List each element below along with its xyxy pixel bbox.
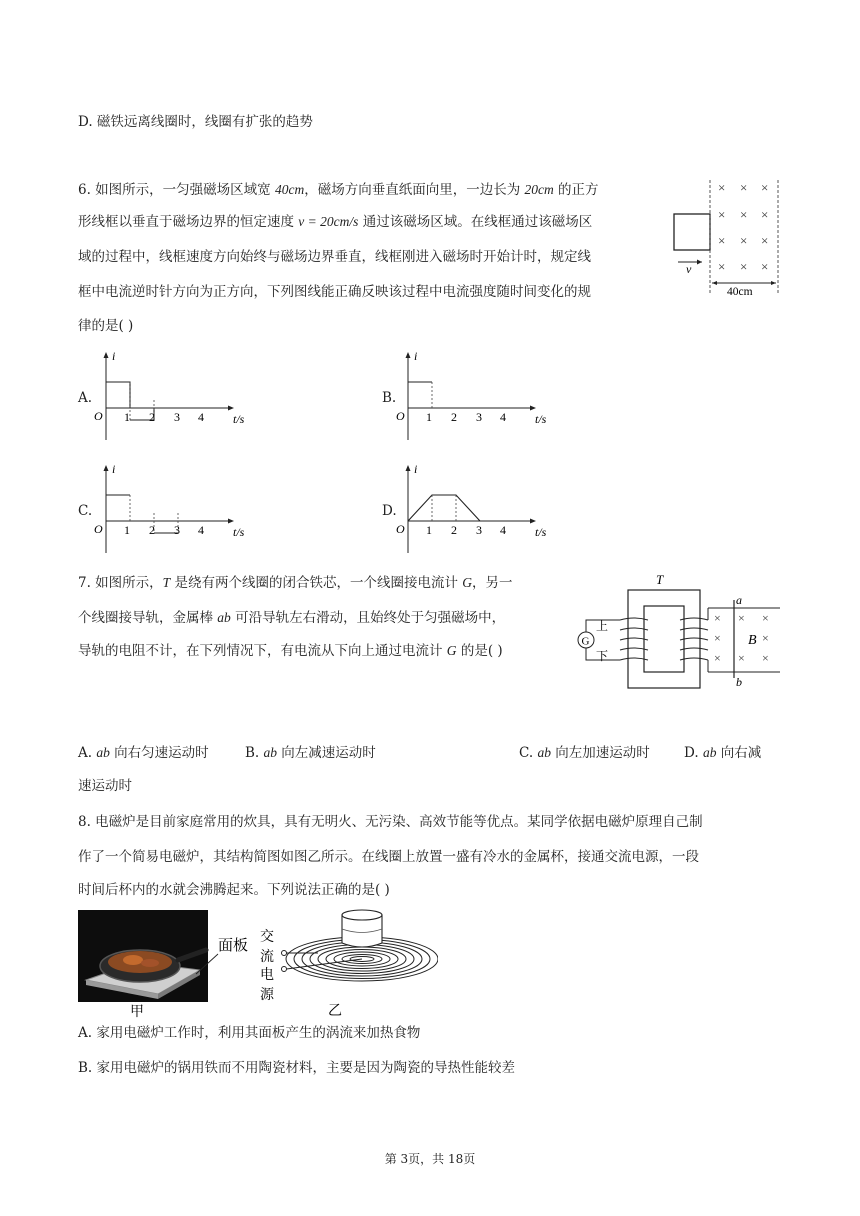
svg-text:×: × xyxy=(740,207,748,222)
q8-option-a[interactable]: A. 家用电磁炉工作时，利用其面板产生的涡流来加热食物 xyxy=(78,1025,421,1041)
food-highlight xyxy=(123,955,143,965)
svg-text:×: × xyxy=(714,631,721,645)
svg-text:流: 流 xyxy=(260,950,274,965)
svg-text:交: 交 xyxy=(260,930,274,945)
rod-label-a: a xyxy=(736,593,742,607)
svg-text:×: × xyxy=(738,611,745,625)
terminal-1 xyxy=(282,951,287,956)
svg-text:1: 1 xyxy=(426,410,432,424)
q7-option-b[interactable]: B. ab 向左减速运动时 xyxy=(245,745,376,761)
svg-text:×: × xyxy=(714,611,721,625)
svg-text:i: i xyxy=(112,462,116,476)
page-footer: 第 3页，共 18页 xyxy=(384,1152,476,1166)
width-arrow-right xyxy=(771,281,776,285)
q8-coil-diagram xyxy=(258,905,438,1020)
q8-line-2: 作了一个简易电磁炉，其结构简图如图乙所示。在线圈上放置一盛有冷水的金属杯，接通交流电源，一段 xyxy=(78,849,699,865)
svg-text:2: 2 xyxy=(149,523,155,537)
svg-text:t/s: t/s xyxy=(535,412,547,426)
q6-line-3: 域的过程中，线框速度方向始终与磁场边界垂直，线框刚进入磁场时开始计时，规定线 xyxy=(78,249,591,265)
svg-text:×: × xyxy=(740,259,748,274)
svg-text:×: × xyxy=(761,207,769,222)
svg-text:×: × xyxy=(718,207,726,222)
power-source-label xyxy=(260,929,275,1003)
svg-text:i: i xyxy=(414,462,418,476)
q8-line-1: 8. 电磁炉是目前家庭常用的炊具，具有无明火、无污染、高效节能等优点。某同学依据电磁炉原理自己制 xyxy=(78,814,703,830)
figure-yi-label: 乙 xyxy=(328,1004,342,1019)
svg-text:4: 4 xyxy=(198,523,204,537)
q7-line-2: 个线圈接导轨，金属棒 ab 可沿导轨左右滑动，且始终处于匀强磁场中， xyxy=(78,610,506,626)
svg-text:O: O xyxy=(396,409,405,423)
svg-text:t/s: t/s xyxy=(535,525,547,539)
q7-transformer-figure xyxy=(574,568,784,692)
field-label-B: B xyxy=(748,633,757,648)
svg-text:3: 3 xyxy=(476,523,482,537)
q6-line-1: 6. 如图所示，一匀强磁场区域宽 40cm，磁场方向垂直纸面向里，一边长为 20cm 的正方 xyxy=(78,182,599,198)
svg-text:1: 1 xyxy=(426,523,432,537)
q6-graph-a[interactable] xyxy=(94,348,264,444)
figure-jia-label: 甲 xyxy=(130,1005,144,1020)
svg-text:4: 4 xyxy=(198,410,204,424)
svg-text:O: O xyxy=(94,409,103,423)
panel-label: 面板 xyxy=(218,938,249,954)
q6-line-4: 框中电流逆时针方向为正方向，下列图线能正确反映该过程中电流强度随时间变化的规 xyxy=(78,284,591,300)
svg-text:源: 源 xyxy=(260,988,274,1003)
svg-text:×: × xyxy=(761,259,769,274)
svg-text:×: × xyxy=(761,233,769,248)
terminal-2 xyxy=(282,967,287,972)
svg-text:3: 3 xyxy=(174,523,180,537)
iron-core xyxy=(628,590,700,688)
svg-text:1: 1 xyxy=(124,410,130,424)
width-arrow-left xyxy=(712,281,717,285)
label-up: 上 xyxy=(596,619,609,633)
svg-text:t/s: t/s xyxy=(233,412,245,426)
svg-text:4: 4 xyxy=(500,410,506,424)
q7-option-a[interactable]: A. ab 向右匀速运动时 xyxy=(78,745,209,761)
svg-text:2: 2 xyxy=(451,523,457,537)
q7-line-1: 7. 如图所示，T 是绕有两个线圈的闭合铁芯，一个线圈接电流计 G，另一 xyxy=(78,575,513,591)
q6-option-d-label[interactable]: D. xyxy=(382,503,397,519)
q6-line-2: 形线框以垂直于磁场边界的恒定速度 v = 20cm/s 通过该磁场区域。在线框通过该磁场区 xyxy=(78,214,593,230)
svg-text:×: × xyxy=(738,651,745,665)
q8-option-b[interactable]: B. 家用电磁炉的锅用铁而不用陶瓷材料，主要是因为陶瓷的导热性能较差 xyxy=(78,1060,516,1076)
core-label-T: T xyxy=(656,572,664,587)
svg-text:1: 1 xyxy=(124,523,130,537)
q7-option-d[interactable]: D. ab 向右减 xyxy=(684,745,762,761)
q7-field-crosses xyxy=(714,611,769,665)
svg-text:×: × xyxy=(761,180,769,195)
q5-option-d: D. 磁铁远离线圈时，线圈有扩张的趋势 xyxy=(78,114,313,130)
field-crosses xyxy=(718,180,768,274)
q6-option-a-label[interactable]: A. xyxy=(78,390,93,406)
galvanometer-label: G xyxy=(581,635,590,648)
svg-text:i: i xyxy=(112,349,116,363)
svg-text:O: O xyxy=(396,522,405,536)
q6-option-c-label[interactable]: C. xyxy=(78,503,93,519)
q6-graph-b[interactable] xyxy=(396,348,566,444)
svg-text:×: × xyxy=(718,180,726,195)
q7-option-c[interactable]: C. ab 向左加速运动时 xyxy=(519,745,650,761)
svg-text:×: × xyxy=(718,259,726,274)
svg-text:×: × xyxy=(718,233,726,248)
svg-text:2: 2 xyxy=(451,410,457,424)
q6-graph-d[interactable] xyxy=(396,461,566,557)
cup-rim xyxy=(342,910,382,920)
svg-text:2: 2 xyxy=(149,410,155,424)
q6-graph-c[interactable] xyxy=(94,461,264,557)
svg-text:×: × xyxy=(740,180,748,195)
svg-text:×: × xyxy=(762,611,769,625)
velocity-arrow-head xyxy=(697,260,702,265)
svg-text:O: O xyxy=(94,522,103,536)
svg-text:×: × xyxy=(714,651,721,665)
q8-line-3: 时间后杯内的水就会沸腾起来。下列说法正确的是( ) xyxy=(78,882,390,898)
rod-label-b: b xyxy=(736,675,742,689)
q6-line-5: 律的是( ) xyxy=(78,318,134,334)
svg-text:3: 3 xyxy=(174,410,180,424)
svg-text:电: 电 xyxy=(260,968,274,983)
iron-core-inner xyxy=(644,606,684,672)
svg-text:3: 3 xyxy=(476,410,482,424)
q8-induction-cooker-photo xyxy=(78,910,258,1020)
width-label: 40cm xyxy=(727,286,753,298)
square-loop xyxy=(674,214,710,250)
svg-text:×: × xyxy=(740,233,748,248)
svg-text:4: 4 xyxy=(500,523,506,537)
q6-field-figure xyxy=(668,172,788,302)
svg-text:×: × xyxy=(762,631,769,645)
svg-text:×: × xyxy=(762,651,769,665)
svg-text:i: i xyxy=(414,349,418,363)
q7-line-3: 导轨的电阻不计，在下列情况下，有电流从下向上通过电流计 G 的是( ) xyxy=(78,643,503,659)
velocity-label: v xyxy=(686,262,692,276)
label-down: 下 xyxy=(596,649,609,663)
q6-option-b-label[interactable]: B. xyxy=(382,390,397,406)
q7-option-d-continued: 速运动时 xyxy=(78,778,132,794)
svg-text:t/s: t/s xyxy=(233,525,245,539)
food-highlight-2 xyxy=(141,959,159,967)
